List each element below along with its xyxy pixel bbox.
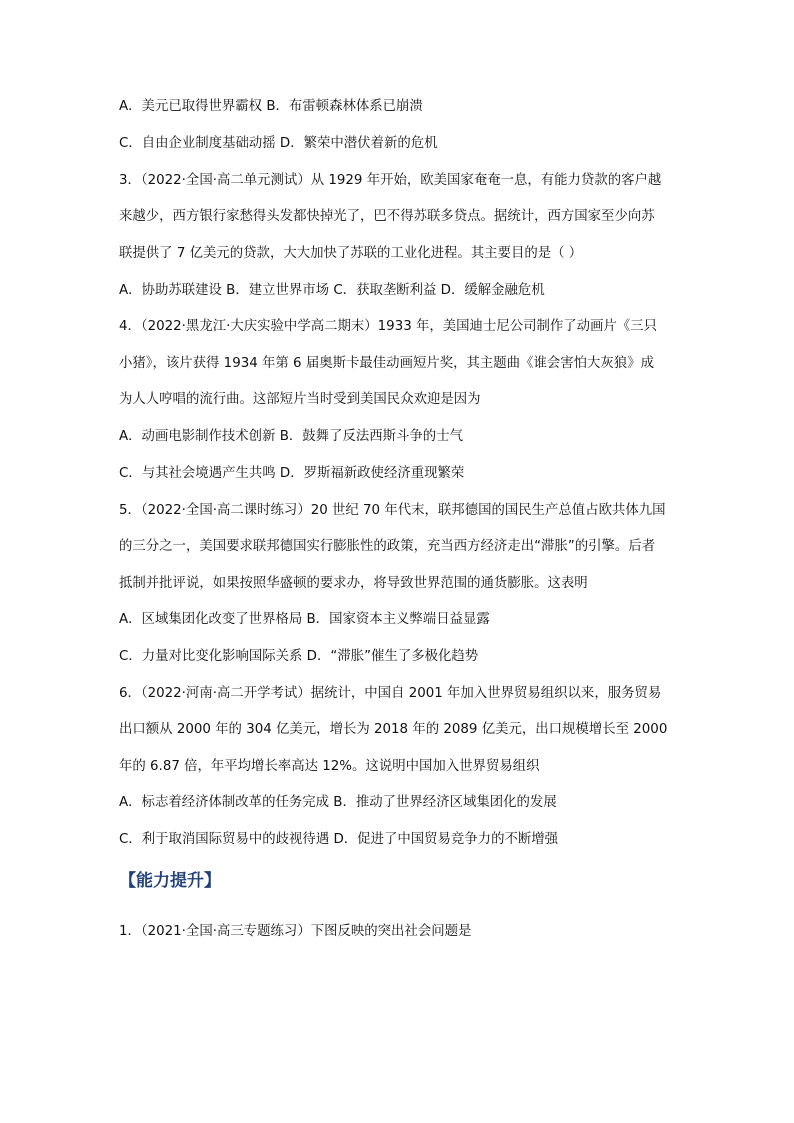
text-line: C．与其社会境遇产生共鸣 D．罗斯福新政使经济重现繁荣	[119, 466, 465, 481]
text-line: A．美元已取得世界霸权 B．布雷顿森林体系已崩溃	[119, 99, 423, 114]
text-line: 来越少，西方银行家愁得头发都快掉光了，巴不得苏联多贷点。据统计，西方国家至少向苏	[119, 209, 655, 224]
text-line: C．利于取消国际贸易中的歧视待遇 D．促进了中国贸易竞争力的不断增强	[119, 832, 559, 847]
text-line: A．协助苏联建设 B．建立世界市场 C．获取垄断利益 D．缓解金融危机	[119, 283, 545, 298]
text-line: C．自由企业制度基础动摇 D．繁荣中潜伏着新的危机	[119, 136, 438, 151]
text-line: 年的 6.87 倍，年平均增长率高达 12%。这说明中国加入世界贸易组织	[119, 759, 540, 774]
text-line: 为人人哼唱的流行曲。这部短片当时受到美国民众欢迎是因为	[119, 392, 481, 407]
text-line: 的三分之一，美国要求联邦德国实行膨胀性的政策，充当西方经济走出“滞胀”的引擎。后者	[119, 539, 656, 554]
text-line: 联提供了 7 亿美元的贷款，大大加快了苏联的工业化进程。其主要目的是（ ）	[119, 246, 583, 261]
text-line: 4．（2022·黑龙江·大庆实验中学高二期末）1933 年，美国迪士尼公司制作了动画片《三只	[119, 319, 658, 334]
text-line: A．区域集团化改变了世界格局 B．国家资本主义弊端日益显露	[119, 612, 490, 627]
text-line: 6．（2022·河南·高二开学考试）据统计，中国自 2001 年加入世界贸易组织以来，服务贸易	[119, 686, 662, 701]
text-line: 出口额从 2000 年的 304 亿美元，增长为 2018 年的 2089 亿美元，出口规模增长至 2000	[119, 722, 668, 737]
text-line: 5．（2022·全国·高二课时练习）20 世纪 70 年代末，联邦德国的国民生产总值占欧共体九国	[119, 503, 666, 518]
section-heading: 【能力提升】	[119, 871, 221, 891]
text-line: 抵制并批评说，如果按照华盛顿的要求办，将导致世界范围的通货膨胀。这表明	[119, 576, 588, 591]
text-line: 3．（2022·全国·高二单元测试）从 1929 年开始，欧美国家奄奄一息，有能力贷款的客户越	[119, 173, 662, 188]
text-line: A．动画电影制作技术创新 B．鼓舞了反法西斯斗争的士气	[119, 429, 463, 444]
text-line: A．标志着经济体制改革的任务完成 B．推动了世界经济区域集团化的发展	[119, 795, 557, 810]
text-line: C．力量对比变化影响国际关系 D．“滞胀”催生了多极化趋势	[119, 649, 479, 664]
text-line: 小猪》，该片获得 1934 年第 6 届奥斯卡最佳动画短片奖，其主题曲《谁会害怕大灰狼》成	[119, 356, 654, 371]
text-line: 1．（2021·全国·高三专题练习）下图反映的突出社会问题是	[119, 924, 472, 939]
